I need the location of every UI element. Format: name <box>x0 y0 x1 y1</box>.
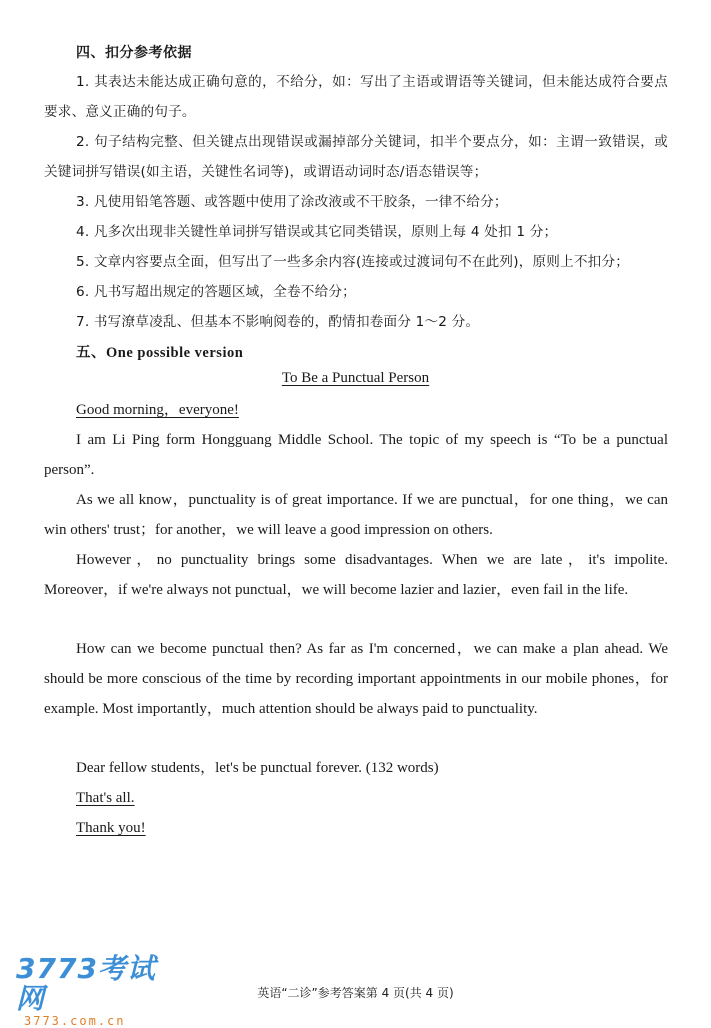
rule-5: 5. 文章内容要点全面，但写出了一些多余内容(连接或过渡词句不在此列)，原则上不扣分； <box>76 254 630 270</box>
thats-all-line <box>76 788 135 808</box>
rule-2: 2. 句子结构完整、但关键点出现错误或漏掉部分关键词，扣半个要点分，如：主谓一致错误，或关键词拼写错误(如主语，关键性名词等)，或谓语动词时态/语态错误等； <box>44 134 668 180</box>
essay-paragraph-3: However，no punctuality brings some disadvantages. When we are late，it's impolite. Moreover，if we're always not punctual，we will become lazier and lazier，even fail in the life. <box>44 552 668 598</box>
rule-7: 7. 书写潦草凌乱、但基本不影响阅卷的，酌情扣卷面分 1～2 分。 <box>76 314 480 330</box>
essay-closing: Dear fellow students，let's be punctual forever. (132 words) <box>76 760 439 776</box>
thats-all-text: That's all. <box>76 790 135 806</box>
essay-greeting <box>76 400 239 420</box>
essay-title <box>0 370 711 387</box>
rule-4: 4. 凡多次出现非关键性单词拼写错误或其它同类错误，原则上每 4 处扣 1 分； <box>76 224 558 240</box>
rule-6: 6. 凡书写超出规定的答题区域，全卷不给分； <box>76 284 356 300</box>
essay-paragraph-2: As we all know，punctuality is of great importance. If we are punctual，for one thing，we can win others' trust；for another，we will leave a good impression on others. <box>44 492 668 538</box>
thank-you-line <box>76 818 146 838</box>
thank-you-text: Thank you! <box>76 820 146 836</box>
section-4-heading: 四、扣分参考依据 <box>76 45 192 61</box>
rule-3: 3. 凡使用铅笔答题、或答题中使用了涂改液或不干胶条，一律不给分； <box>76 194 508 210</box>
rule-1: 1. 其表达未能达成正确句意的，不给分，如：写出了主语或谓语等关键词，但未能达成符合要点要求、意义正确的句子。 <box>44 74 668 120</box>
page-footer: 英语“二诊”参考答案第 4 页(共 4 页) <box>257 986 454 1000</box>
greeting-text: Good morning，everyone! <box>76 402 239 418</box>
watermark-url: 3773.com.cn <box>24 1014 126 1028</box>
watermark-brand: 3773考试网 <box>16 952 156 1015</box>
essay-paragraph-4: How can we become punctual then? As far as I'm concerned，we can make a plan ahead. We should be more conscious of the time by recording important appointments in our mobile phones，for example. Most importantly，much attention should be always paid to punctuality. <box>44 641 668 717</box>
essay-title-text: To Be a Punctual Person <box>281 370 430 386</box>
section-5-heading: 五、One possible version <box>76 345 244 361</box>
essay-paragraph-1: I am Li Ping form Hongguang Middle School. The topic of my speech is “To be a punctual person”. <box>44 432 668 478</box>
